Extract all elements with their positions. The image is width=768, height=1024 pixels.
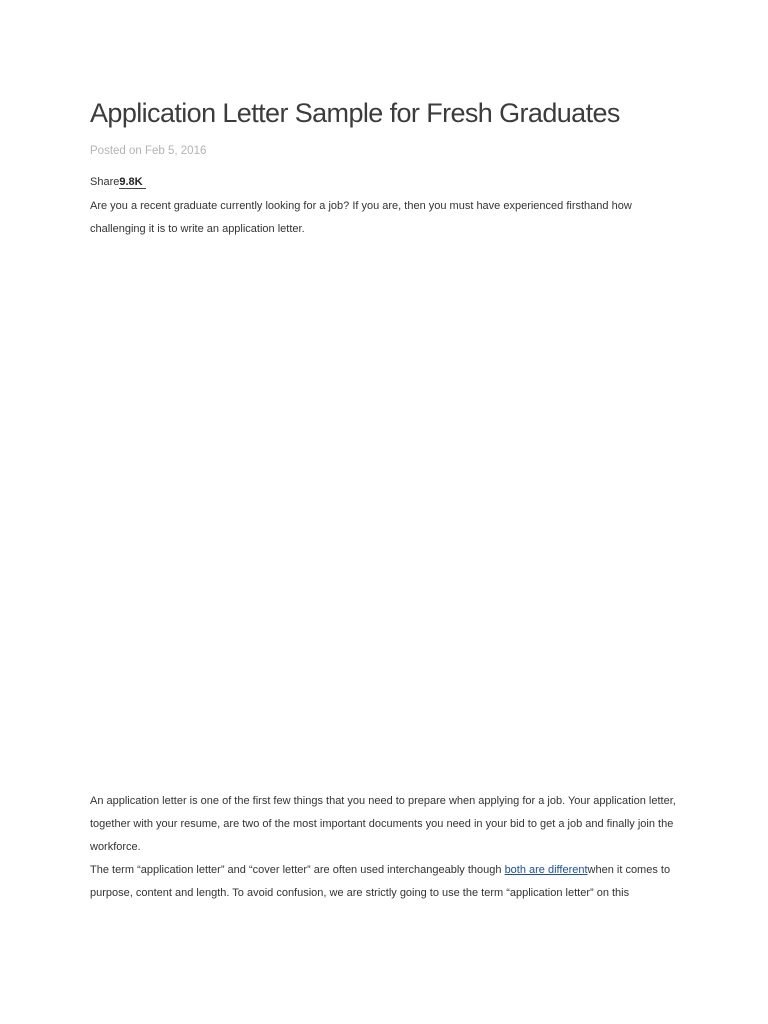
paragraph-text-after-link: when it comes to purpose, content and length. To avoid confusion, we are strictly going to use the term “application letter” on this <box>90 864 671 899</box>
body-paragraph-2 <box>90 859 690 905</box>
intro-paragraph: Are you a recent graduate currently looking for a job? If you are, then you must have experienced firsthand how challenging it is to write an application letter. <box>90 200 632 235</box>
paragraph-text-before-link: The term “application letter” and “cover letter” are often used interchangeably though <box>90 864 505 876</box>
both-are-different-link[interactable]: both are different <box>504 864 588 876</box>
article-title: Application Letter Sample for Fresh Graduates <box>90 98 620 128</box>
share-widget[interactable] <box>90 176 146 188</box>
share-label[interactable]: Share <box>90 176 120 188</box>
post-date: Posted on Feb 5, 2016 <box>90 145 207 157</box>
body-paragraph-1: An application letter is one of the first few things that you need to prepare when applying for a job. Your application letter, together with your resume, are two of the most important documents you need in your bid to get a job and finally join the workforce. <box>90 795 676 853</box>
share-count[interactable]: 9.8K <box>119 176 145 189</box>
